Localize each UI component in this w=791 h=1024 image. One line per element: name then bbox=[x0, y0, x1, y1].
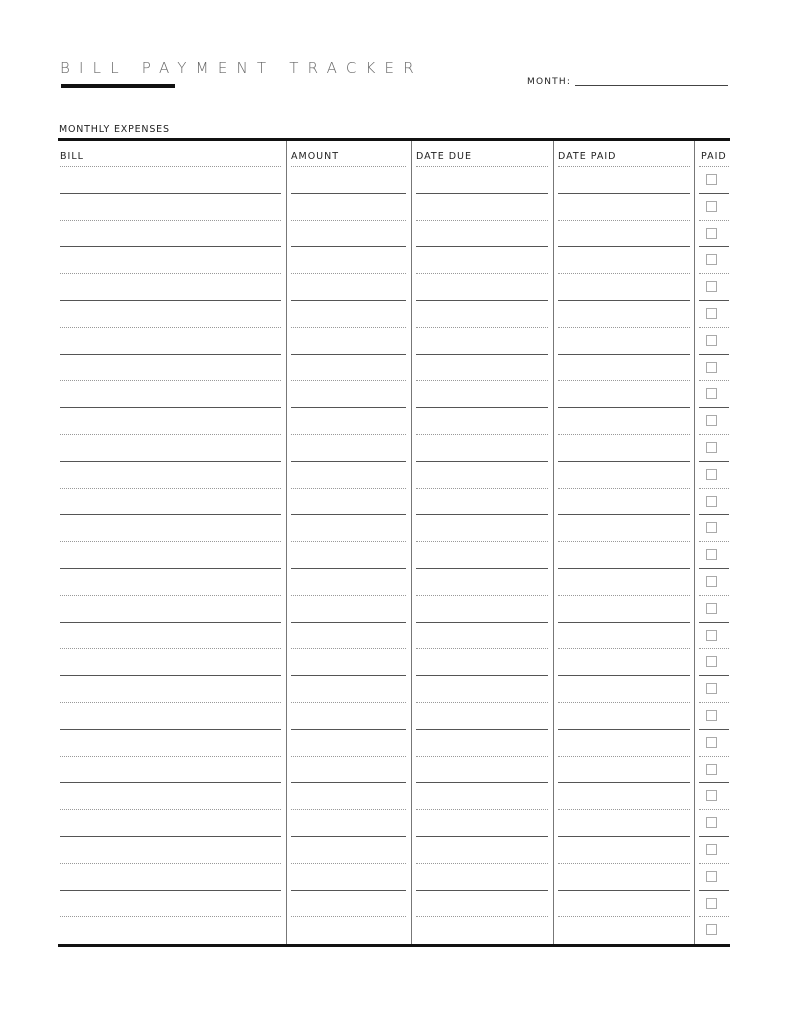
row-11-date-paid-field[interactable] bbox=[558, 461, 690, 462]
row-19-paid-field bbox=[699, 675, 729, 676]
paid-checkbox[interactable] bbox=[706, 630, 717, 641]
row-9-date-paid-field[interactable] bbox=[558, 407, 690, 408]
row-23-bill-field[interactable] bbox=[60, 782, 281, 783]
header-divider bbox=[699, 166, 729, 167]
row-24-bill-field[interactable] bbox=[60, 809, 281, 810]
row-9-amount-field[interactable] bbox=[291, 407, 406, 408]
row-22-paid-field bbox=[699, 756, 729, 757]
row-14-date-due-field[interactable] bbox=[416, 541, 548, 542]
row-25-date-paid-field[interactable] bbox=[558, 836, 690, 837]
column-divider bbox=[411, 141, 412, 944]
row-24-amount-field[interactable] bbox=[291, 809, 406, 810]
row-7-date-due-field[interactable] bbox=[416, 354, 548, 355]
row-28-paid-field bbox=[699, 916, 729, 917]
row-20-bill-field[interactable] bbox=[60, 702, 281, 703]
row-2-date-paid-field[interactable] bbox=[558, 220, 690, 221]
column-divider bbox=[553, 141, 554, 944]
row-27-date-paid-field[interactable] bbox=[558, 890, 690, 891]
row-5-amount-field[interactable] bbox=[291, 300, 406, 301]
row-9-date-due-field[interactable] bbox=[416, 407, 548, 408]
page-title: BILL PAYMENT TRACKER bbox=[60, 59, 423, 77]
row-2-bill-field[interactable] bbox=[60, 220, 281, 221]
row-25-date-due-field[interactable] bbox=[416, 836, 548, 837]
row-13-date-due-field[interactable] bbox=[416, 514, 548, 515]
paid-checkbox[interactable] bbox=[706, 442, 717, 453]
header-divider bbox=[291, 166, 406, 167]
row-23-amount-field[interactable] bbox=[291, 782, 406, 783]
row-6-bill-field[interactable] bbox=[60, 327, 281, 328]
row-15-date-due-field[interactable] bbox=[416, 568, 548, 569]
row-15-date-paid-field[interactable] bbox=[558, 568, 690, 569]
row-12-paid-field bbox=[699, 488, 729, 489]
row-12-date-paid-field[interactable] bbox=[558, 488, 690, 489]
table-top-rule bbox=[58, 138, 730, 141]
row-1-date-due-field[interactable] bbox=[416, 193, 548, 194]
row-21-bill-field[interactable] bbox=[60, 729, 281, 730]
row-13-bill-field[interactable] bbox=[60, 514, 281, 515]
column-header-date-due: DATE DUE bbox=[416, 151, 473, 162]
row-26-date-paid-field[interactable] bbox=[558, 863, 690, 864]
paid-checkbox[interactable] bbox=[706, 656, 717, 667]
row-24-paid-field bbox=[699, 809, 729, 810]
row-1-bill-field[interactable] bbox=[60, 193, 281, 194]
row-2-amount-field[interactable] bbox=[291, 220, 406, 221]
row-11-bill-field[interactable] bbox=[60, 461, 281, 462]
row-24-date-due-field[interactable] bbox=[416, 809, 548, 810]
column-header-paid: PAID bbox=[701, 151, 727, 162]
row-15-paid-field bbox=[699, 568, 729, 569]
row-21-amount-field[interactable] bbox=[291, 729, 406, 730]
row-4-bill-field[interactable] bbox=[60, 273, 281, 274]
row-3-amount-field[interactable] bbox=[291, 246, 406, 247]
paid-checkbox[interactable] bbox=[706, 469, 717, 480]
row-8-date-paid-field[interactable] bbox=[558, 380, 690, 381]
paid-checkbox[interactable] bbox=[706, 603, 717, 614]
row-8-bill-field[interactable] bbox=[60, 380, 281, 381]
paid-checkbox[interactable] bbox=[706, 254, 717, 265]
row-2-paid-field bbox=[699, 220, 729, 221]
row-20-amount-field[interactable] bbox=[291, 702, 406, 703]
row-4-date-paid-field[interactable] bbox=[558, 273, 690, 274]
row-21-date-paid-field[interactable] bbox=[558, 729, 690, 730]
row-17-date-paid-field[interactable] bbox=[558, 622, 690, 623]
row-27-amount-field[interactable] bbox=[291, 890, 406, 891]
row-13-amount-field[interactable] bbox=[291, 514, 406, 515]
row-19-date-due-field[interactable] bbox=[416, 675, 548, 676]
row-22-date-due-field[interactable] bbox=[416, 756, 548, 757]
paid-checkbox[interactable] bbox=[706, 844, 717, 855]
row-8-paid-field bbox=[699, 380, 729, 381]
paid-checkbox[interactable] bbox=[706, 683, 717, 694]
paid-checkbox[interactable] bbox=[706, 496, 717, 507]
paid-checkbox[interactable] bbox=[706, 174, 717, 185]
row-28-date-due-field[interactable] bbox=[416, 916, 548, 917]
section-title: MONTHLY EXPENSES bbox=[59, 124, 170, 135]
row-19-bill-field[interactable] bbox=[60, 675, 281, 676]
row-7-bill-field[interactable] bbox=[60, 354, 281, 355]
column-header-amount: AMOUNT bbox=[291, 151, 340, 162]
row-16-bill-field[interactable] bbox=[60, 595, 281, 596]
row-9-bill-field[interactable] bbox=[60, 407, 281, 408]
column-divider bbox=[286, 141, 287, 944]
row-19-date-paid-field[interactable] bbox=[558, 675, 690, 676]
row-26-paid-field bbox=[699, 863, 729, 864]
paid-checkbox[interactable] bbox=[706, 549, 717, 560]
row-14-bill-field[interactable] bbox=[60, 541, 281, 542]
row-17-paid-field bbox=[699, 622, 729, 623]
paid-checkbox[interactable] bbox=[706, 576, 717, 587]
row-4-paid-field bbox=[699, 273, 729, 274]
column-divider bbox=[694, 141, 695, 944]
header-divider bbox=[558, 166, 690, 167]
paid-checkbox[interactable] bbox=[706, 281, 717, 292]
row-6-amount-field[interactable] bbox=[291, 327, 406, 328]
paid-checkbox[interactable] bbox=[706, 737, 717, 748]
row-25-amount-field[interactable] bbox=[291, 836, 406, 837]
row-4-date-due-field[interactable] bbox=[416, 273, 548, 274]
row-26-date-due-field[interactable] bbox=[416, 863, 548, 864]
row-18-date-paid-field[interactable] bbox=[558, 648, 690, 649]
column-header-bill: BILL bbox=[60, 151, 84, 162]
paid-checkbox[interactable] bbox=[706, 764, 717, 775]
row-16-date-paid-field[interactable] bbox=[558, 595, 690, 596]
row-13-date-paid-field[interactable] bbox=[558, 514, 690, 515]
row-18-bill-field[interactable] bbox=[60, 648, 281, 649]
row-7-date-paid-field[interactable] bbox=[558, 354, 690, 355]
row-5-date-due-field[interactable] bbox=[416, 300, 548, 301]
row-1-date-paid-field[interactable] bbox=[558, 193, 690, 194]
row-8-amount-field[interactable] bbox=[291, 380, 406, 381]
row-25-bill-field[interactable] bbox=[60, 836, 281, 837]
paid-checkbox[interactable] bbox=[706, 201, 717, 212]
row-14-date-paid-field[interactable] bbox=[558, 541, 690, 542]
month-field[interactable] bbox=[575, 85, 728, 86]
row-27-date-due-field[interactable] bbox=[416, 890, 548, 891]
row-15-bill-field[interactable] bbox=[60, 568, 281, 569]
row-18-amount-field[interactable] bbox=[291, 648, 406, 649]
row-23-date-due-field[interactable] bbox=[416, 782, 548, 783]
row-8-date-due-field[interactable] bbox=[416, 380, 548, 381]
row-22-bill-field[interactable] bbox=[60, 756, 281, 757]
row-5-date-paid-field[interactable] bbox=[558, 300, 690, 301]
row-21-paid-field bbox=[699, 729, 729, 730]
row-20-date-due-field[interactable] bbox=[416, 702, 548, 703]
row-11-amount-field[interactable] bbox=[291, 461, 406, 462]
row-28-date-paid-field[interactable] bbox=[558, 916, 690, 917]
row-12-date-due-field[interactable] bbox=[416, 488, 548, 489]
row-1-amount-field[interactable] bbox=[291, 193, 406, 194]
row-28-bill-field[interactable] bbox=[60, 916, 281, 917]
row-10-date-paid-field[interactable] bbox=[558, 434, 690, 435]
row-10-date-due-field[interactable] bbox=[416, 434, 548, 435]
row-3-paid-field bbox=[699, 246, 729, 247]
row-18-date-due-field[interactable] bbox=[416, 648, 548, 649]
row-3-bill-field[interactable] bbox=[60, 246, 281, 247]
row-6-paid-field bbox=[699, 327, 729, 328]
title-underline bbox=[61, 84, 175, 88]
row-28-amount-field[interactable] bbox=[291, 916, 406, 917]
row-15-amount-field[interactable] bbox=[291, 568, 406, 569]
table-bottom-rule bbox=[58, 944, 730, 947]
row-24-date-paid-field[interactable] bbox=[558, 809, 690, 810]
row-22-date-paid-field[interactable] bbox=[558, 756, 690, 757]
row-3-date-due-field[interactable] bbox=[416, 246, 548, 247]
paid-checkbox[interactable] bbox=[706, 522, 717, 533]
row-3-date-paid-field[interactable] bbox=[558, 246, 690, 247]
row-26-amount-field[interactable] bbox=[291, 863, 406, 864]
row-20-date-paid-field[interactable] bbox=[558, 702, 690, 703]
row-27-bill-field[interactable] bbox=[60, 890, 281, 891]
paid-checkbox[interactable] bbox=[706, 228, 717, 239]
row-10-amount-field[interactable] bbox=[291, 434, 406, 435]
row-6-date-paid-field[interactable] bbox=[558, 327, 690, 328]
row-17-date-due-field[interactable] bbox=[416, 622, 548, 623]
row-13-paid-field bbox=[699, 514, 729, 515]
row-12-amount-field[interactable] bbox=[291, 488, 406, 489]
paid-checkbox[interactable] bbox=[706, 924, 717, 935]
row-9-paid-field bbox=[699, 407, 729, 408]
row-23-date-paid-field[interactable] bbox=[558, 782, 690, 783]
row-21-date-due-field[interactable] bbox=[416, 729, 548, 730]
paid-checkbox[interactable] bbox=[706, 790, 717, 801]
column-header-date-paid: DATE PAID bbox=[558, 151, 617, 162]
paid-checkbox[interactable] bbox=[706, 388, 717, 399]
row-7-paid-field bbox=[699, 354, 729, 355]
row-6-date-due-field[interactable] bbox=[416, 327, 548, 328]
row-27-paid-field bbox=[699, 890, 729, 891]
row-17-amount-field[interactable] bbox=[291, 622, 406, 623]
row-2-date-due-field[interactable] bbox=[416, 220, 548, 221]
row-26-bill-field[interactable] bbox=[60, 863, 281, 864]
header-divider bbox=[416, 166, 548, 167]
month-label: MONTH: bbox=[527, 77, 572, 87]
row-16-paid-field bbox=[699, 595, 729, 596]
row-11-date-due-field[interactable] bbox=[416, 461, 548, 462]
row-18-paid-field bbox=[699, 648, 729, 649]
row-14-paid-field bbox=[699, 541, 729, 542]
row-16-amount-field[interactable] bbox=[291, 595, 406, 596]
row-10-bill-field[interactable] bbox=[60, 434, 281, 435]
row-16-date-due-field[interactable] bbox=[416, 595, 548, 596]
row-5-bill-field[interactable] bbox=[60, 300, 281, 301]
row-12-bill-field[interactable] bbox=[60, 488, 281, 489]
paid-checkbox[interactable] bbox=[706, 710, 717, 721]
row-10-paid-field bbox=[699, 434, 729, 435]
row-1-paid-field bbox=[699, 193, 729, 194]
row-25-paid-field bbox=[699, 836, 729, 837]
row-4-amount-field[interactable] bbox=[291, 273, 406, 274]
paid-checkbox[interactable] bbox=[706, 898, 717, 909]
row-5-paid-field bbox=[699, 300, 729, 301]
header-divider bbox=[60, 166, 281, 167]
row-22-amount-field[interactable] bbox=[291, 756, 406, 757]
paid-checkbox[interactable] bbox=[706, 871, 717, 882]
paid-checkbox[interactable] bbox=[706, 335, 717, 346]
row-11-paid-field bbox=[699, 461, 729, 462]
row-19-amount-field[interactable] bbox=[291, 675, 406, 676]
row-20-paid-field bbox=[699, 702, 729, 703]
paid-checkbox[interactable] bbox=[706, 415, 717, 426]
paid-checkbox[interactable] bbox=[706, 362, 717, 373]
row-17-bill-field[interactable] bbox=[60, 622, 281, 623]
paid-checkbox[interactable] bbox=[706, 308, 717, 319]
row-14-amount-field[interactable] bbox=[291, 541, 406, 542]
paid-checkbox[interactable] bbox=[706, 817, 717, 828]
row-7-amount-field[interactable] bbox=[291, 354, 406, 355]
row-23-paid-field bbox=[699, 782, 729, 783]
